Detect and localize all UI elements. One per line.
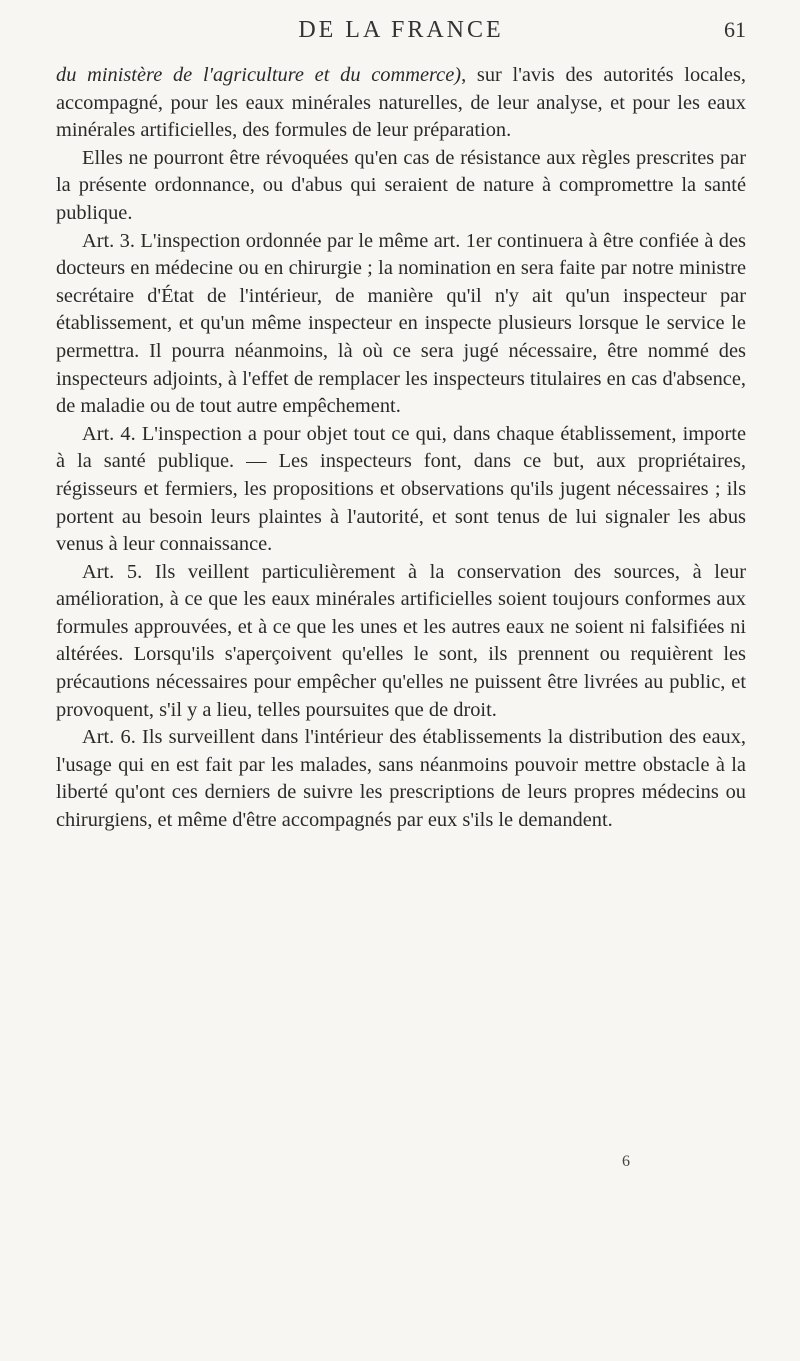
page-header <box>56 10 746 50</box>
paragraph-revocation: Elles ne pourront être révoquées qu'en cas de résistance aux règles prescrites par la présente ordonnance, ou d'abus qui seraient de nature à compromettre la santé publique. <box>56 146 746 224</box>
article-4: Art. 4. L'inspection a pour objet tout ce qui, dans chaque établissement, importe à la santé publique. — Les inspecteurs font, dans ce but, aux propriétaires, régisseurs et fermiers, les propositions et observations qu'ils jugent nécessaires ; ils portent au besoin leurs plaintes à l'autorité, et sont tenus de lui signaler les abus venus à leur connaissance. <box>56 422 746 556</box>
italic-ministry-phrase: du ministère de l'agriculture et du commerce) <box>56 64 462 86</box>
page-number: 61 <box>724 17 746 42</box>
paragraph-continuation-text: , sur l'avis des autorités locales, accompagné, pour les eaux minérales naturelles, de leur analyse, et pour les eaux minérales artificielles, des formules de leur préparation. <box>56 64 746 142</box>
article-6: Art. 6. Ils surveillent dans l'intérieur des établissements la distribution des eaux, l'usage qui en est fait par les malades, sans néanmoins pouvoir mettre obstacle à la liberté qu'ont ces derniers de suivre les prescriptions de leurs propres médecins ou chirurgiens, et même d'être accompagnés par eux s'ils le demandent. <box>56 726 746 832</box>
article-5: Art. 5. Ils veillent particulièrement à la conservation des sources, à leur amélioration, à ce que les eaux minérales artificielles soient toujours conformes aux formules approuvées, et à ce que les unes et les autres eaux ne soient ni falsifiées ni altérées. Lorsqu'ils s'aperçoivent qu'elles le sont, ils prennent ou requièrent les précautions nécessaires pour empêcher qu'elles ne puissent être livrées au public, et provoquent, s'il y a lieu, telles poursuites que de droit. <box>56 560 746 721</box>
paragraph-continuation <box>56 62 746 145</box>
running-title: DE LA FRANCE <box>298 17 504 43</box>
body-text <box>56 62 746 835</box>
article-3: Art. 3. L'inspection ordonnée par le même art. 1er continuera à être confiée à des docteurs en médecine ou en chirurgie ; la nomination en sera faite par notre ministre secrétaire d'État de l'intérieur, de manière qu'il n'y ait qu'un inspecteur par établissement, et qu'un même inspecteur en inspecte plusieurs lorsque le service le permettra. Il pourra néanmoins, là où ce sera jugé nécessaire, être nommé des inspecteurs adjoints, à l'effet de remplacer les inspecteurs titulaires en cas d'absence, de maladie ou de tout autre empêchement. <box>56 229 746 418</box>
signature-mark: 6 <box>622 1153 630 1170</box>
